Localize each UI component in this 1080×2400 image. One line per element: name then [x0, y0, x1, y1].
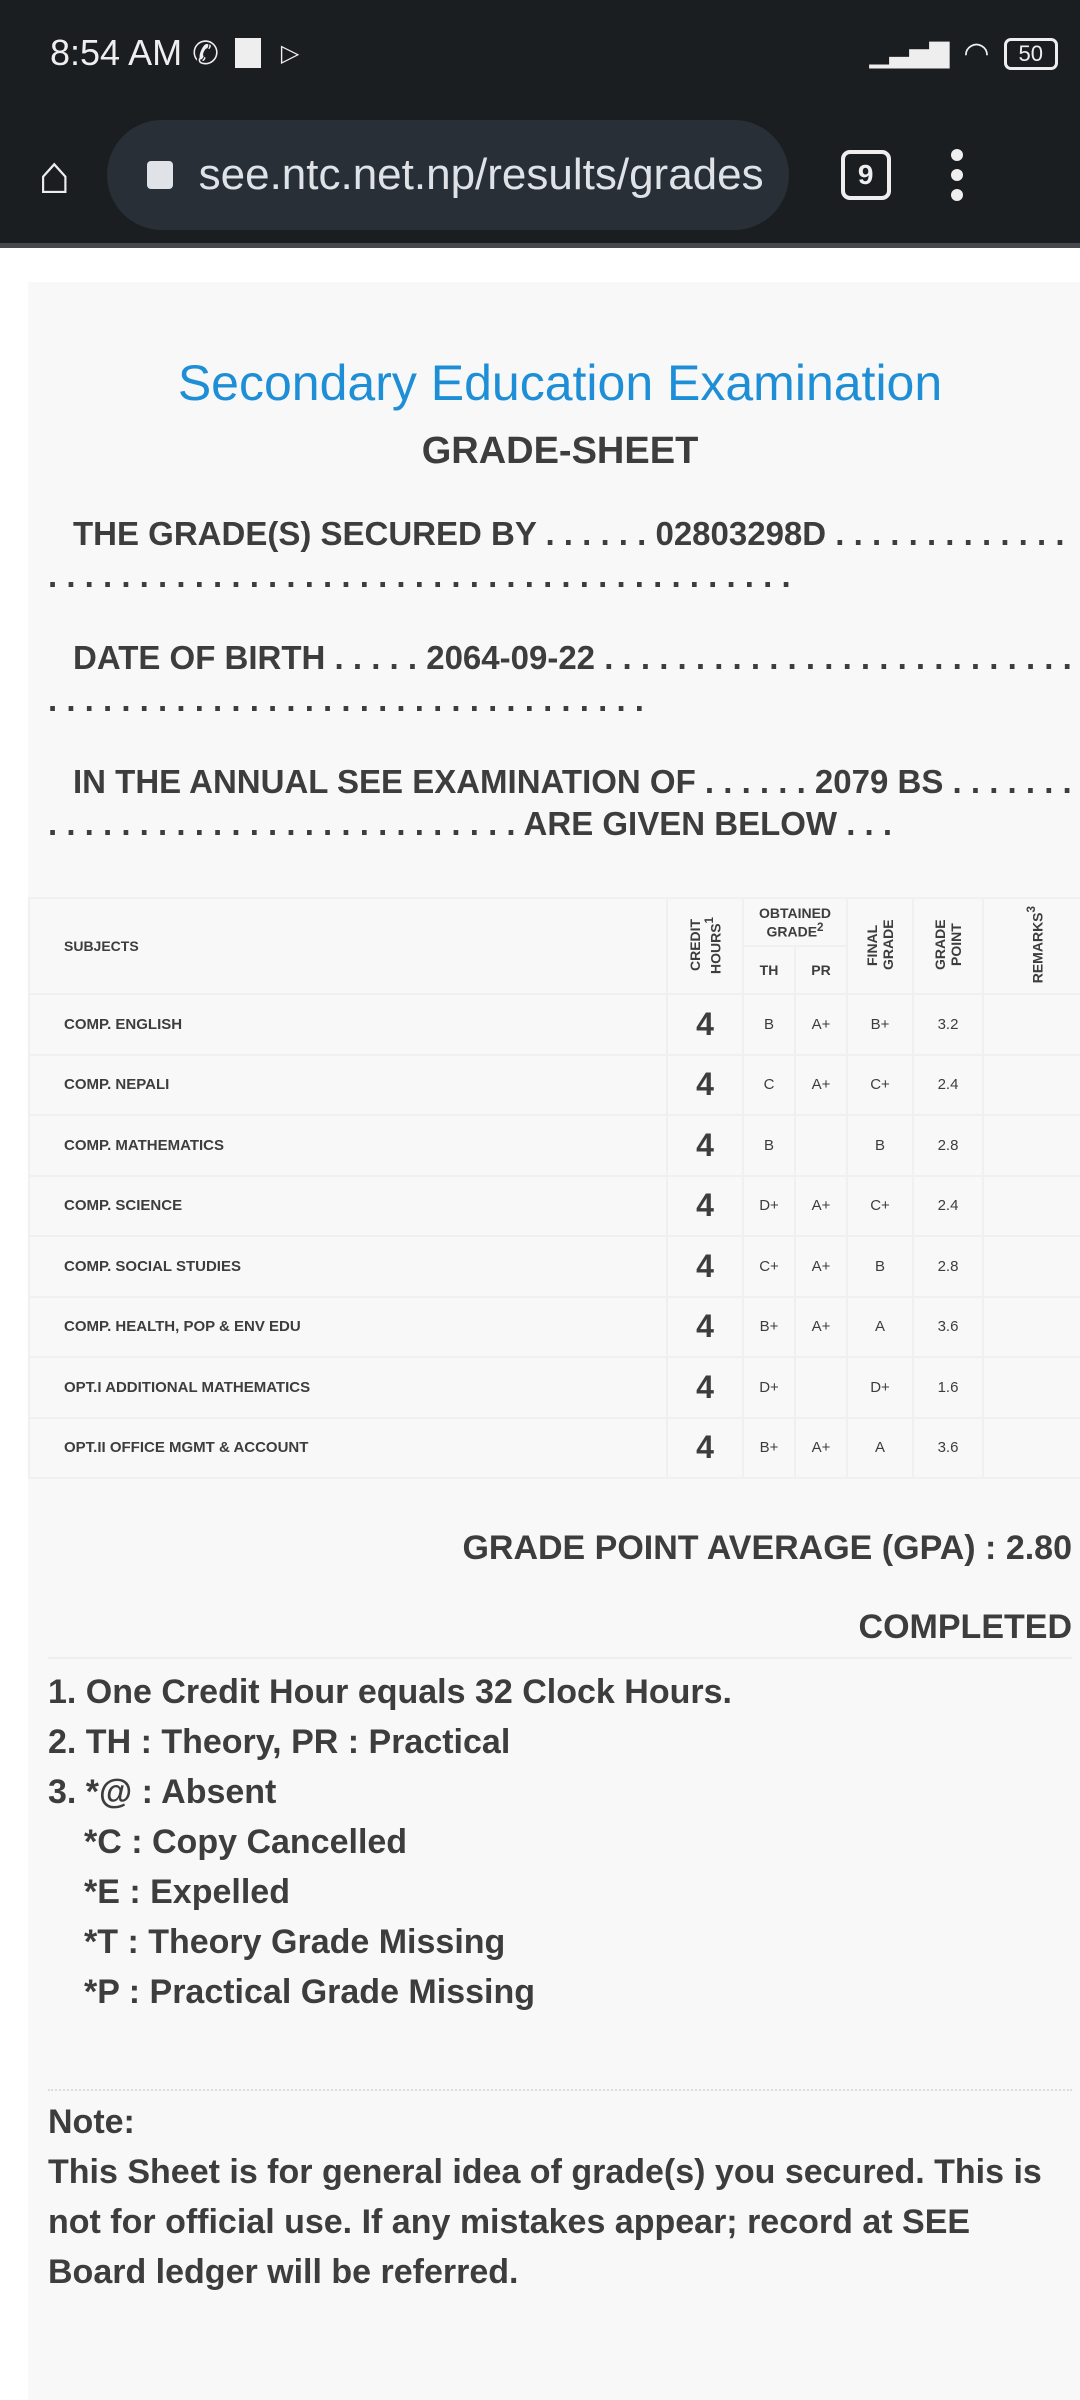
table-row: [29, 1297, 1080, 1358]
battery-icon: 50: [1004, 38, 1058, 70]
cell-subject: COMP. ENGLISH: [29, 994, 667, 1055]
cell-gp: 2.4: [913, 1176, 983, 1237]
tab-switcher-button[interactable]: 9: [841, 150, 891, 200]
cell-gp: 2.8: [913, 1236, 983, 1297]
table-row: [29, 1176, 1080, 1237]
cell-final: B: [847, 1236, 913, 1297]
table-row: [29, 994, 1080, 1055]
wifi-icon: ◠: [963, 37, 990, 70]
grade-sheet: [28, 282, 1080, 2400]
cell-remarks: [983, 1418, 1080, 1479]
signal-icon: ▁▃▅▇: [869, 38, 950, 68]
cell-pr: A+: [795, 1176, 847, 1237]
note: [48, 2089, 1072, 2297]
cell-remarks: [983, 1055, 1080, 1116]
grades-table: [28, 897, 1080, 1479]
exam-year: IN THE ANNUAL SEE EXAMINATION OF . . . . . . 2079 BS . . . . . . . . . . . . . . . . . . . . . . . . . . . . . . . . . ARE GIVEN BELOW . . .: [48, 763, 1072, 842]
note-label: Note:: [48, 2103, 135, 2141]
header-remarks: REMARKS$^3$: [1024, 905, 1046, 984]
date-of-birth: DATE OF BIRTH . . . . . 2064-09-22 . . . . . . . . . . . . . . . . . . . . . . . . . . . . . . . . . . . . . . . . . . . . . . . . . . . . . . . . . . .: [48, 639, 1072, 718]
cell-gp: 2.8: [913, 1115, 983, 1176]
cell-gp: 1.6: [913, 1357, 983, 1418]
lock-icon: [147, 161, 173, 189]
cell-th: B+: [743, 1418, 795, 1479]
cell-gp: 3.6: [913, 1418, 983, 1479]
cell-subject: COMP. MATHEMATICS: [29, 1115, 667, 1176]
gpa: GRADE POINT AVERAGE (GPA) : 2.80: [462, 1529, 1072, 1567]
cell-pr: A+: [795, 994, 847, 1055]
cell-remarks: [983, 1115, 1080, 1176]
cell-pr: A+: [795, 1236, 847, 1297]
play-icon: ▷: [280, 39, 300, 67]
browser-toolbar: [0, 106, 1080, 248]
cell-ch: 4: [667, 1357, 743, 1418]
cell-subject: COMP. SCIENCE: [29, 1176, 667, 1237]
footnotes: [48, 1667, 1072, 2017]
footnote: *P : Practical Grade Missing: [84, 1973, 535, 2011]
page-subtitle: GRADE-SHEET: [421, 430, 699, 472]
footnote: *T : Theory Grade Missing: [84, 1923, 506, 1961]
url-bar[interactable]: [107, 120, 789, 230]
cell-gp: 2.4: [913, 1055, 983, 1116]
result-status: COMPLETED: [48, 1608, 1072, 1659]
status-bar: [0, 0, 1080, 106]
clock: 8:54 AM: [50, 32, 183, 73]
cell-final: C+: [847, 1055, 913, 1116]
footnote: 3. *@ : Absent: [48, 1773, 277, 1811]
cell-final: C+: [847, 1176, 913, 1237]
cell-final: D+: [847, 1357, 913, 1418]
cell-ch: 4: [667, 1176, 743, 1237]
cell-subject: COMP. HEALTH, POP & ENV EDU: [29, 1297, 667, 1358]
page-title: Secondary Education Examination: [177, 355, 943, 411]
cell-gp: 3.6: [913, 1297, 983, 1358]
cell-th: D+: [743, 1176, 795, 1237]
note-text: This Sheet is for general idea of grade(s) you secured. This is not for official use. If any mistakes appear; record at SEE Board ledger will be referred.: [48, 2153, 1042, 2291]
header-th: TH: [743, 946, 795, 994]
header-final: FINAL GRADE: [864, 919, 896, 970]
table-row: [29, 1418, 1080, 1479]
cell-ch: 4: [667, 1115, 743, 1176]
cell-subject: OPT.I ADDITIONAL MATHEMATICS: [29, 1357, 667, 1418]
cell-ch: 4: [667, 1418, 743, 1479]
cell-ch: 4: [667, 994, 743, 1055]
cell-ch: 4: [667, 1236, 743, 1297]
cell-pr: [795, 1115, 847, 1176]
cell-th: B: [743, 994, 795, 1055]
cell-subject: COMP. NEPALI: [29, 1055, 667, 1116]
cell-final: A: [847, 1297, 913, 1358]
cell-ch: 4: [667, 1297, 743, 1358]
footnote: *C : Copy Cancelled: [84, 1823, 408, 1861]
header-credit: CREDIT HOURS$^1$: [686, 915, 724, 974]
header-obtained: OBTAINED GRADE$^2$: [743, 898, 847, 946]
home-icon[interactable]: ⌂: [38, 144, 71, 205]
table-row: [29, 1055, 1080, 1116]
cell-pr: [795, 1357, 847, 1418]
cell-final: A: [847, 1418, 913, 1479]
cell-final: B: [847, 1115, 913, 1176]
cell-remarks: [983, 1297, 1080, 1358]
header-pr: PR: [795, 946, 847, 994]
cell-ch: 4: [667, 1055, 743, 1116]
secured-by: THE GRADE(S) SECURED BY . . . . . . 02803298D . . . . . . . . . . . . . . . . . . . . . . . . . . . . . . . . . . . . . . . . . . . . . . . . . . . . . .: [48, 515, 1065, 594]
cell-th: C+: [743, 1236, 795, 1297]
header-gp: GRADE POINT: [932, 919, 964, 970]
footnote: 1. One Credit Hour equals 32 Clock Hours.: [48, 1673, 732, 1711]
cell-remarks: [983, 1357, 1080, 1418]
url-text: see.ntc.net.np/results/grades: [198, 149, 764, 199]
footnote: 2. TH : Theory, PR : Practical: [48, 1723, 511, 1761]
cell-subject: OPT.II OFFICE MGMT & ACCOUNT: [29, 1418, 667, 1479]
header-subjects: SUBJECTS: [29, 898, 667, 994]
cell-pr: A+: [795, 1297, 847, 1358]
whatsapp-icon: ✆: [192, 35, 219, 71]
table-row: [29, 1357, 1080, 1418]
cell-remarks: [983, 1176, 1080, 1237]
table-row: [29, 1115, 1080, 1176]
cell-th: D+: [743, 1357, 795, 1418]
app-notification-icon: [235, 38, 261, 68]
cell-th: B+: [743, 1297, 795, 1358]
cell-pr: A+: [795, 1055, 847, 1116]
cell-th: C: [743, 1055, 795, 1116]
cell-remarks: [983, 1236, 1080, 1297]
cell-gp: 3.2: [913, 994, 983, 1055]
more-menu-icon[interactable]: [951, 149, 963, 201]
footnote: *E : Expelled: [84, 1873, 290, 1911]
cell-pr: A+: [795, 1418, 847, 1479]
table-row: [29, 1236, 1080, 1297]
cell-subject: COMP. SOCIAL STUDIES: [29, 1236, 667, 1297]
cell-th: B: [743, 1115, 795, 1176]
cell-final: B+: [847, 994, 913, 1055]
cell-remarks: [983, 994, 1080, 1055]
